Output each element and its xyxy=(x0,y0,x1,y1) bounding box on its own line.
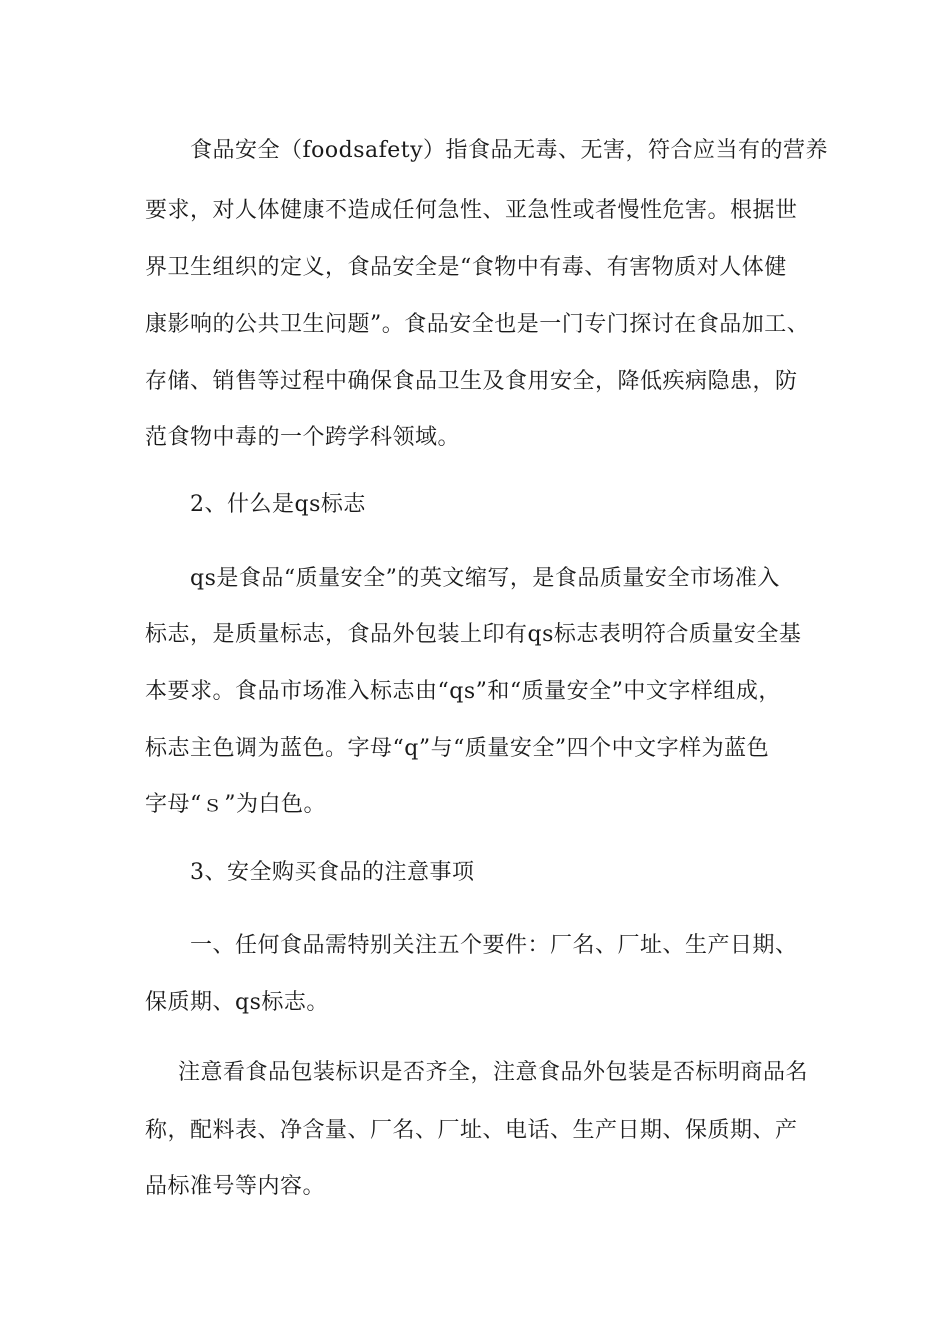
text-line: 食品安全（foodsafety）指食品无毒、无害，符合应当有的营养 xyxy=(190,138,829,163)
text-line: 范食物中毒的一个跨学科领域。 xyxy=(145,425,461,450)
text-line: 称，配料表、净含量、厂名、厂址、电话、生产日期、保质期、产 xyxy=(145,1118,798,1143)
text-line: 标志主色调为蓝色。字母“q”与“质量安全”四个中文字样为蓝色 xyxy=(145,736,770,761)
section-heading: 3、安全购买食品的注意事项 xyxy=(190,860,475,885)
text-line: 一、任何食品需特别关注五个要件：厂名、厂址、生产日期、 xyxy=(190,933,798,958)
section-heading: 2、什么是qs标志 xyxy=(190,492,366,517)
text-line: 品标准号等内容。 xyxy=(145,1174,326,1199)
text-line: 字母“ｓ”为白色。 xyxy=(145,792,326,817)
text-line: 要求，对人体健康不造成任何急性、亚急性或者慢性危害。根据世 xyxy=(145,198,798,223)
text-line: qs是食品“质量安全”的英文缩写，是食品质量安全市场准入 xyxy=(190,566,780,591)
text-line: 界卫生组织的定义，食品安全是“食物中有毒、有害物质对人体健 xyxy=(145,255,787,280)
text-line: 存储、销售等过程中确保食品卫生及食用安全，降低疾病隐患，防 xyxy=(145,369,798,394)
text-line: 标志，是质量标志，食品外包装上印有qs标志表明符合质量安全基 xyxy=(145,622,802,647)
text-line: 保质期、qs标志。 xyxy=(145,990,329,1015)
text-line: 注意看食品包装标识是否齐全，注意食品外包装是否标明商品名 xyxy=(178,1060,809,1085)
text-line: 本要求。食品市场准入标志由“qs”和“质量安全”中文字样组成， xyxy=(145,679,781,704)
text-line: 康影响的公共卫生问题”。食品安全也是一门专门探讨在食品加工、 xyxy=(145,312,810,337)
